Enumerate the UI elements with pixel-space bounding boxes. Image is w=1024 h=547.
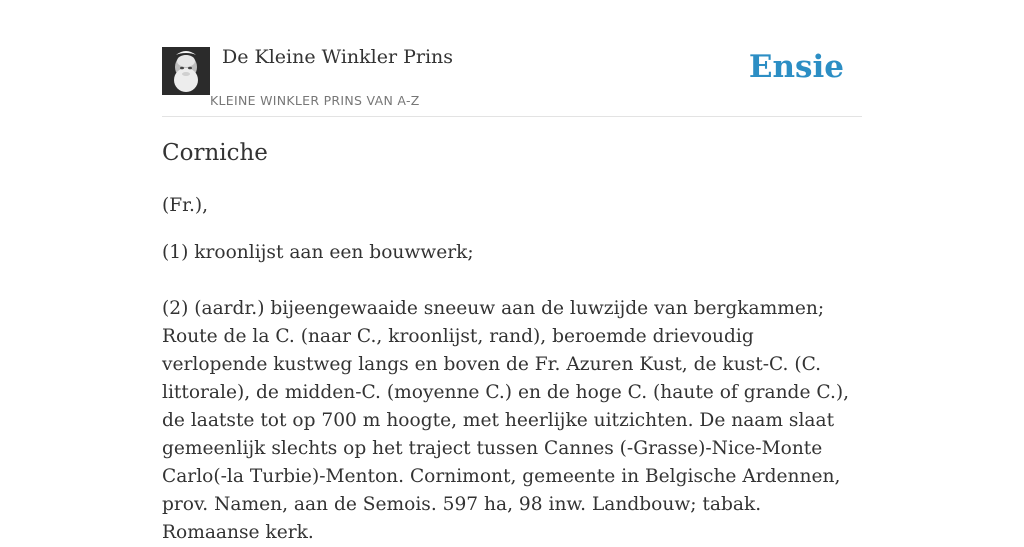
paragraph-meaning-1: (1) kroonlijst aan een bouwwerk; xyxy=(162,242,474,263)
avatar[interactable] xyxy=(162,47,210,95)
brand-logo[interactable]: Ensie xyxy=(748,49,844,85)
paragraph-origin: (Fr.), xyxy=(162,195,209,216)
source-header xyxy=(162,45,862,117)
source-title[interactable]: De Kleine Winkler Prins xyxy=(222,46,454,68)
paragraph-meaning-2: (2) (aardr.) bijeengewaaide sneeuw aan de luwzijde van bergkammen; Route de la C. (naar C., kroonlijst, rand), beroemde drievoudig verlopende kustweg langs en boven de Fr. Azuren Kust, de kust-C. (C. littorale), de midden-C. (moyenne C.) en de hoge C. (haute of grande C.), de laatste tot op 700 m hoogte, met heerlijke uitzichten. De naam slaat gemeenlijk slechts op het traject tussen Cannes (-Grasse)-Nice-Monte Carlo(-la Turbie)-Menton. Cornimont, gemeente in Belgische Ardennen, prov. Namen, aan de Semois. 597 ha, 98 inw. Landbouw; tabak. Romaanse kerk. xyxy=(162,298,850,543)
article-title: Corniche xyxy=(162,140,268,166)
source-subtitle[interactable]: KLEINE WINKLER PRINS VAN A-Z xyxy=(210,93,420,108)
bearded-man-portrait-icon xyxy=(162,47,210,95)
